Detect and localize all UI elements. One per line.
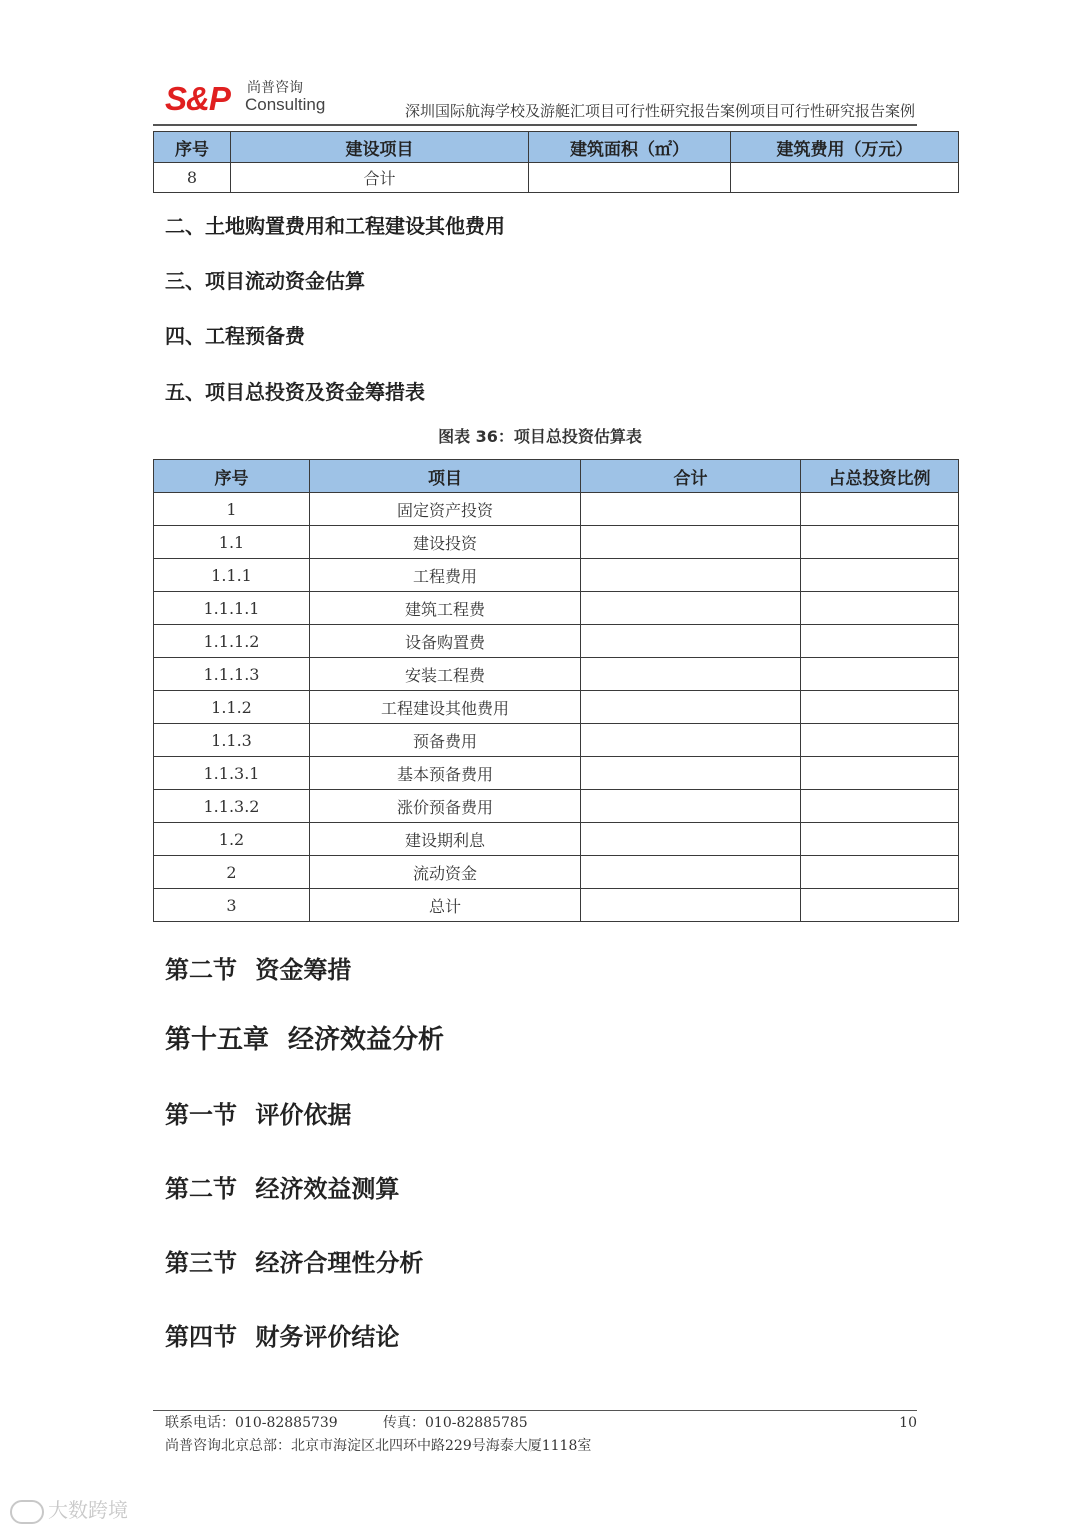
table-cell: 建筑工程费 xyxy=(310,592,581,625)
table-row xyxy=(154,559,959,592)
table-cell: 1.1.1.3 xyxy=(154,658,310,691)
watermark-logo-icon xyxy=(10,1500,44,1524)
table-cell xyxy=(581,559,801,592)
table-cell xyxy=(581,625,801,658)
footer-fax: 传真：010-82885785 xyxy=(383,1415,528,1431)
table-cell xyxy=(581,757,801,790)
table-cell: 固定资产投资 xyxy=(310,493,581,526)
table-cell xyxy=(801,823,959,856)
table-cell xyxy=(801,757,959,790)
table-cell xyxy=(801,559,959,592)
table-cell: 设备购置费 xyxy=(310,625,581,658)
table-row xyxy=(154,625,959,658)
table-cell: 1.1.2 xyxy=(154,691,310,724)
header-cell: 序号 xyxy=(154,460,310,493)
header-cell: 建筑费用（万元） xyxy=(731,132,959,163)
table-cell xyxy=(801,658,959,691)
table-row xyxy=(154,757,959,790)
chapter-heading: 第一节 评价依据 xyxy=(165,1101,352,1129)
page-number: 10 xyxy=(899,1415,917,1431)
company-logo xyxy=(165,80,335,116)
table-cell: 总计 xyxy=(310,889,581,922)
watermark xyxy=(10,1494,128,1524)
footer-phone: 联系电话：010-82885739 xyxy=(165,1415,338,1431)
table-cell xyxy=(581,790,801,823)
table-cell: 流动资金 xyxy=(310,856,581,889)
table-cell xyxy=(581,592,801,625)
table-cell xyxy=(801,790,959,823)
section-heading: 五、项目总投资及资金筹措表 xyxy=(165,380,425,404)
table-cell: 1.2 xyxy=(154,823,310,856)
table-row xyxy=(154,526,959,559)
header-cell: 项目 xyxy=(310,460,581,493)
table-cell: 预备费用 xyxy=(310,724,581,757)
table-caption: 图表 36：项目总投资估算表 xyxy=(438,427,642,446)
table-cell xyxy=(801,889,959,922)
table-cell: 1.1.3.2 xyxy=(154,790,310,823)
table-cell xyxy=(801,856,959,889)
logo-chinese-name: 尚普咨询 xyxy=(247,80,303,96)
table-cell: 1.1.1.2 xyxy=(154,625,310,658)
header-divider xyxy=(153,124,917,126)
section-heading: 三、项目流动资金估算 xyxy=(165,269,365,293)
table-cell: 安装工程费 xyxy=(310,658,581,691)
table-row xyxy=(154,691,959,724)
table-header-row xyxy=(154,460,959,493)
table-cell: 工程建设其他费用 xyxy=(310,691,581,724)
table-cell xyxy=(801,625,959,658)
header-cell: 建筑面积（㎡） xyxy=(529,132,731,163)
table-row xyxy=(154,724,959,757)
table-cell xyxy=(581,889,801,922)
section-heading: 四、工程预备费 xyxy=(165,324,305,348)
investment-estimate-table xyxy=(153,459,959,922)
table-cell: 涨价预备费用 xyxy=(310,790,581,823)
table-cell: 1 xyxy=(154,493,310,526)
table-cell: 8 xyxy=(154,163,231,193)
table-cell xyxy=(801,493,959,526)
table-cell: 基本预备费用 xyxy=(310,757,581,790)
table-cell xyxy=(581,823,801,856)
chapter-heading: 第三节 经济合理性分析 xyxy=(165,1249,424,1277)
header-cell: 占总投资比例 xyxy=(801,460,959,493)
table-row xyxy=(154,856,959,889)
chapter-heading: 第十五章 经济效益分析 xyxy=(165,1025,445,1055)
table-cell xyxy=(801,691,959,724)
logo-english-name: Consulting xyxy=(245,95,326,114)
table-cell: 1.1.3 xyxy=(154,724,310,757)
table-cell xyxy=(581,493,801,526)
table-cell xyxy=(581,724,801,757)
table-row xyxy=(154,889,959,922)
logo-mark: S&P xyxy=(165,80,230,117)
table-cell xyxy=(581,658,801,691)
section-heading: 二、土地购置费用和工程建设其他费用 xyxy=(165,214,505,238)
construction-cost-table xyxy=(153,131,959,193)
table-cell xyxy=(581,856,801,889)
table-cell xyxy=(801,592,959,625)
table-cell: 1.1 xyxy=(154,526,310,559)
table-header-row xyxy=(154,132,959,163)
table-cell: 工程费用 xyxy=(310,559,581,592)
table-row xyxy=(154,790,959,823)
table-cell: 合计 xyxy=(231,163,529,193)
footer-divider xyxy=(153,1410,917,1411)
table-cell: 建设期利息 xyxy=(310,823,581,856)
header-cell: 建设项目 xyxy=(231,132,529,163)
header-title: 深圳国际航海学校及游艇汇项目可行性研究报告案例项目可行性研究报告案例 xyxy=(404,102,915,120)
table-cell xyxy=(731,163,959,193)
table-cell: 1.1.3.1 xyxy=(154,757,310,790)
watermark-text: 大数跨境 xyxy=(48,1498,128,1522)
table-cell: 3 xyxy=(154,889,310,922)
table-row xyxy=(154,592,959,625)
table-row xyxy=(154,493,959,526)
table-cell xyxy=(581,691,801,724)
header-cell: 合计 xyxy=(581,460,801,493)
table-row xyxy=(154,658,959,691)
chapter-heading: 第二节 经济效益测算 xyxy=(165,1175,400,1203)
table-cell: 2 xyxy=(154,856,310,889)
table-row xyxy=(154,823,959,856)
chapter-heading: 第四节 财务评价结论 xyxy=(165,1323,400,1351)
chapter-heading: 第二节 资金筹措 xyxy=(165,956,352,984)
header-cell: 序号 xyxy=(154,132,231,163)
table-cell xyxy=(801,526,959,559)
table-row xyxy=(154,163,959,193)
table-cell xyxy=(581,526,801,559)
table-cell: 建设投资 xyxy=(310,526,581,559)
table-cell: 1.1.1 xyxy=(154,559,310,592)
table-cell xyxy=(529,163,731,193)
table-cell: 1.1.1.1 xyxy=(154,592,310,625)
table-cell xyxy=(801,724,959,757)
footer-address: 尚普咨询北京总部：北京市海淀区北四环中路229号海泰大厦1118室 xyxy=(165,1438,592,1454)
